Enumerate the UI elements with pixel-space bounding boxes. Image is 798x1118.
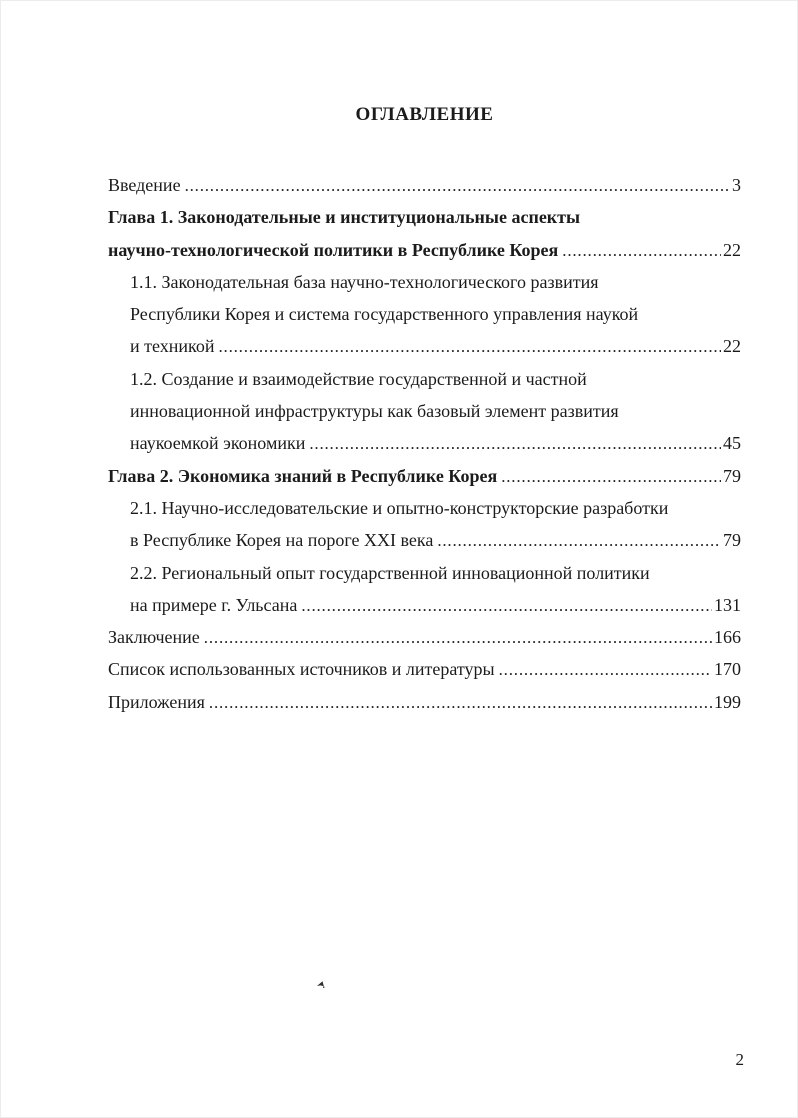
dot-leader: [218, 330, 721, 363]
toc-entry-text: Введение: [108, 175, 181, 195]
toc-line-1-1-a: [108, 266, 741, 298]
toc-entry-text: Глава 2. Экономика знаний в Республике Корея: [108, 465, 498, 486]
dot-leader: [309, 427, 721, 460]
toc-line-zaklyuchenie: [108, 621, 741, 653]
toc-entry-text: Заключение: [108, 627, 200, 648]
toc-entry-page: 22: [723, 239, 741, 260]
toc-line-1-1-b: [108, 298, 741, 330]
toc-line-glava1-1: [108, 201, 741, 233]
dot-leader: [185, 169, 730, 202]
toc-line-spisok: [108, 653, 741, 685]
toc-entry-text: на примере г. Ульсана: [130, 594, 298, 615]
toc-entry-page: 199: [714, 691, 741, 712]
toc-entry-page: 131: [714, 594, 741, 615]
toc-line-glava1-2: [108, 234, 741, 266]
toc-line-1-1-c: [108, 330, 741, 362]
table-of-contents: [108, 169, 741, 718]
toc-entry-text: Республики Корея и система государственного управления наукой: [130, 304, 639, 325]
toc-entry-page: 79: [723, 530, 741, 551]
toc-line-glava2: [108, 460, 741, 492]
toc-line-2-2-b: [108, 589, 741, 621]
toc-entry-text: Список использованных источников и литературы: [108, 659, 495, 680]
page-title: ОГЛАВЛЕНИЕ: [355, 104, 494, 125]
toc-entry-text: 1.1. Законодательная база научно-технологического развития: [130, 271, 599, 292]
toc-entry-page: 166: [714, 627, 741, 648]
ink-speck-artifact: [316, 976, 325, 985]
toc-line-1-2-b: [108, 395, 741, 427]
dot-leader: [437, 524, 721, 557]
toc-entry-text: инновационной инфраструктуры как базовый элемент развития: [130, 401, 619, 422]
dot-leader: [501, 460, 721, 493]
dot-leader: [301, 589, 712, 622]
toc-entry-page: 45: [723, 433, 741, 454]
toc-entry-text: Приложения: [108, 691, 205, 712]
toc-line-2-1-b: [108, 524, 741, 556]
dot-leader: [204, 621, 712, 654]
toc-entry-page: 79: [723, 465, 741, 486]
toc-entry-text: и техникой: [130, 336, 215, 357]
toc-entry-text: 1.2. Создание и взаимодействие государственной и частной: [130, 368, 587, 389]
toc-entry-page: 22: [723, 336, 741, 357]
toc-entry-page: 170: [714, 659, 741, 680]
toc-line-vvedenie: [108, 169, 741, 201]
toc-line-1-2-a: [108, 363, 741, 395]
toc-entry-text: научно-технологической политики в Республике Корея: [108, 239, 559, 260]
toc-entry-text: 2.1. Научно-исследовательские и опытно-конструкторские разработки: [130, 497, 669, 518]
page-number: 2: [735, 1050, 744, 1069]
toc-line-2-1-a: [108, 492, 741, 524]
toc-line-2-2-a: [108, 557, 741, 589]
dot-leader: [209, 686, 712, 719]
dot-leader: [562, 234, 721, 267]
toc-entry-text: в Республике Корея на пороге XXI века: [130, 530, 434, 551]
toc-entry-text: наукоемкой экономики: [130, 433, 306, 454]
dot-leader: [499, 653, 712, 686]
toc-entry-text: 2.2. Региональный опыт государственной инновационной политики: [130, 562, 650, 583]
toc-entry-text: Глава 1. Законодательные и институциональные аспекты: [108, 207, 581, 228]
toc-line-prilozheniya: [108, 686, 741, 718]
toc-line-1-2-c: [108, 427, 741, 459]
toc-entry-page: 3: [732, 175, 741, 195]
